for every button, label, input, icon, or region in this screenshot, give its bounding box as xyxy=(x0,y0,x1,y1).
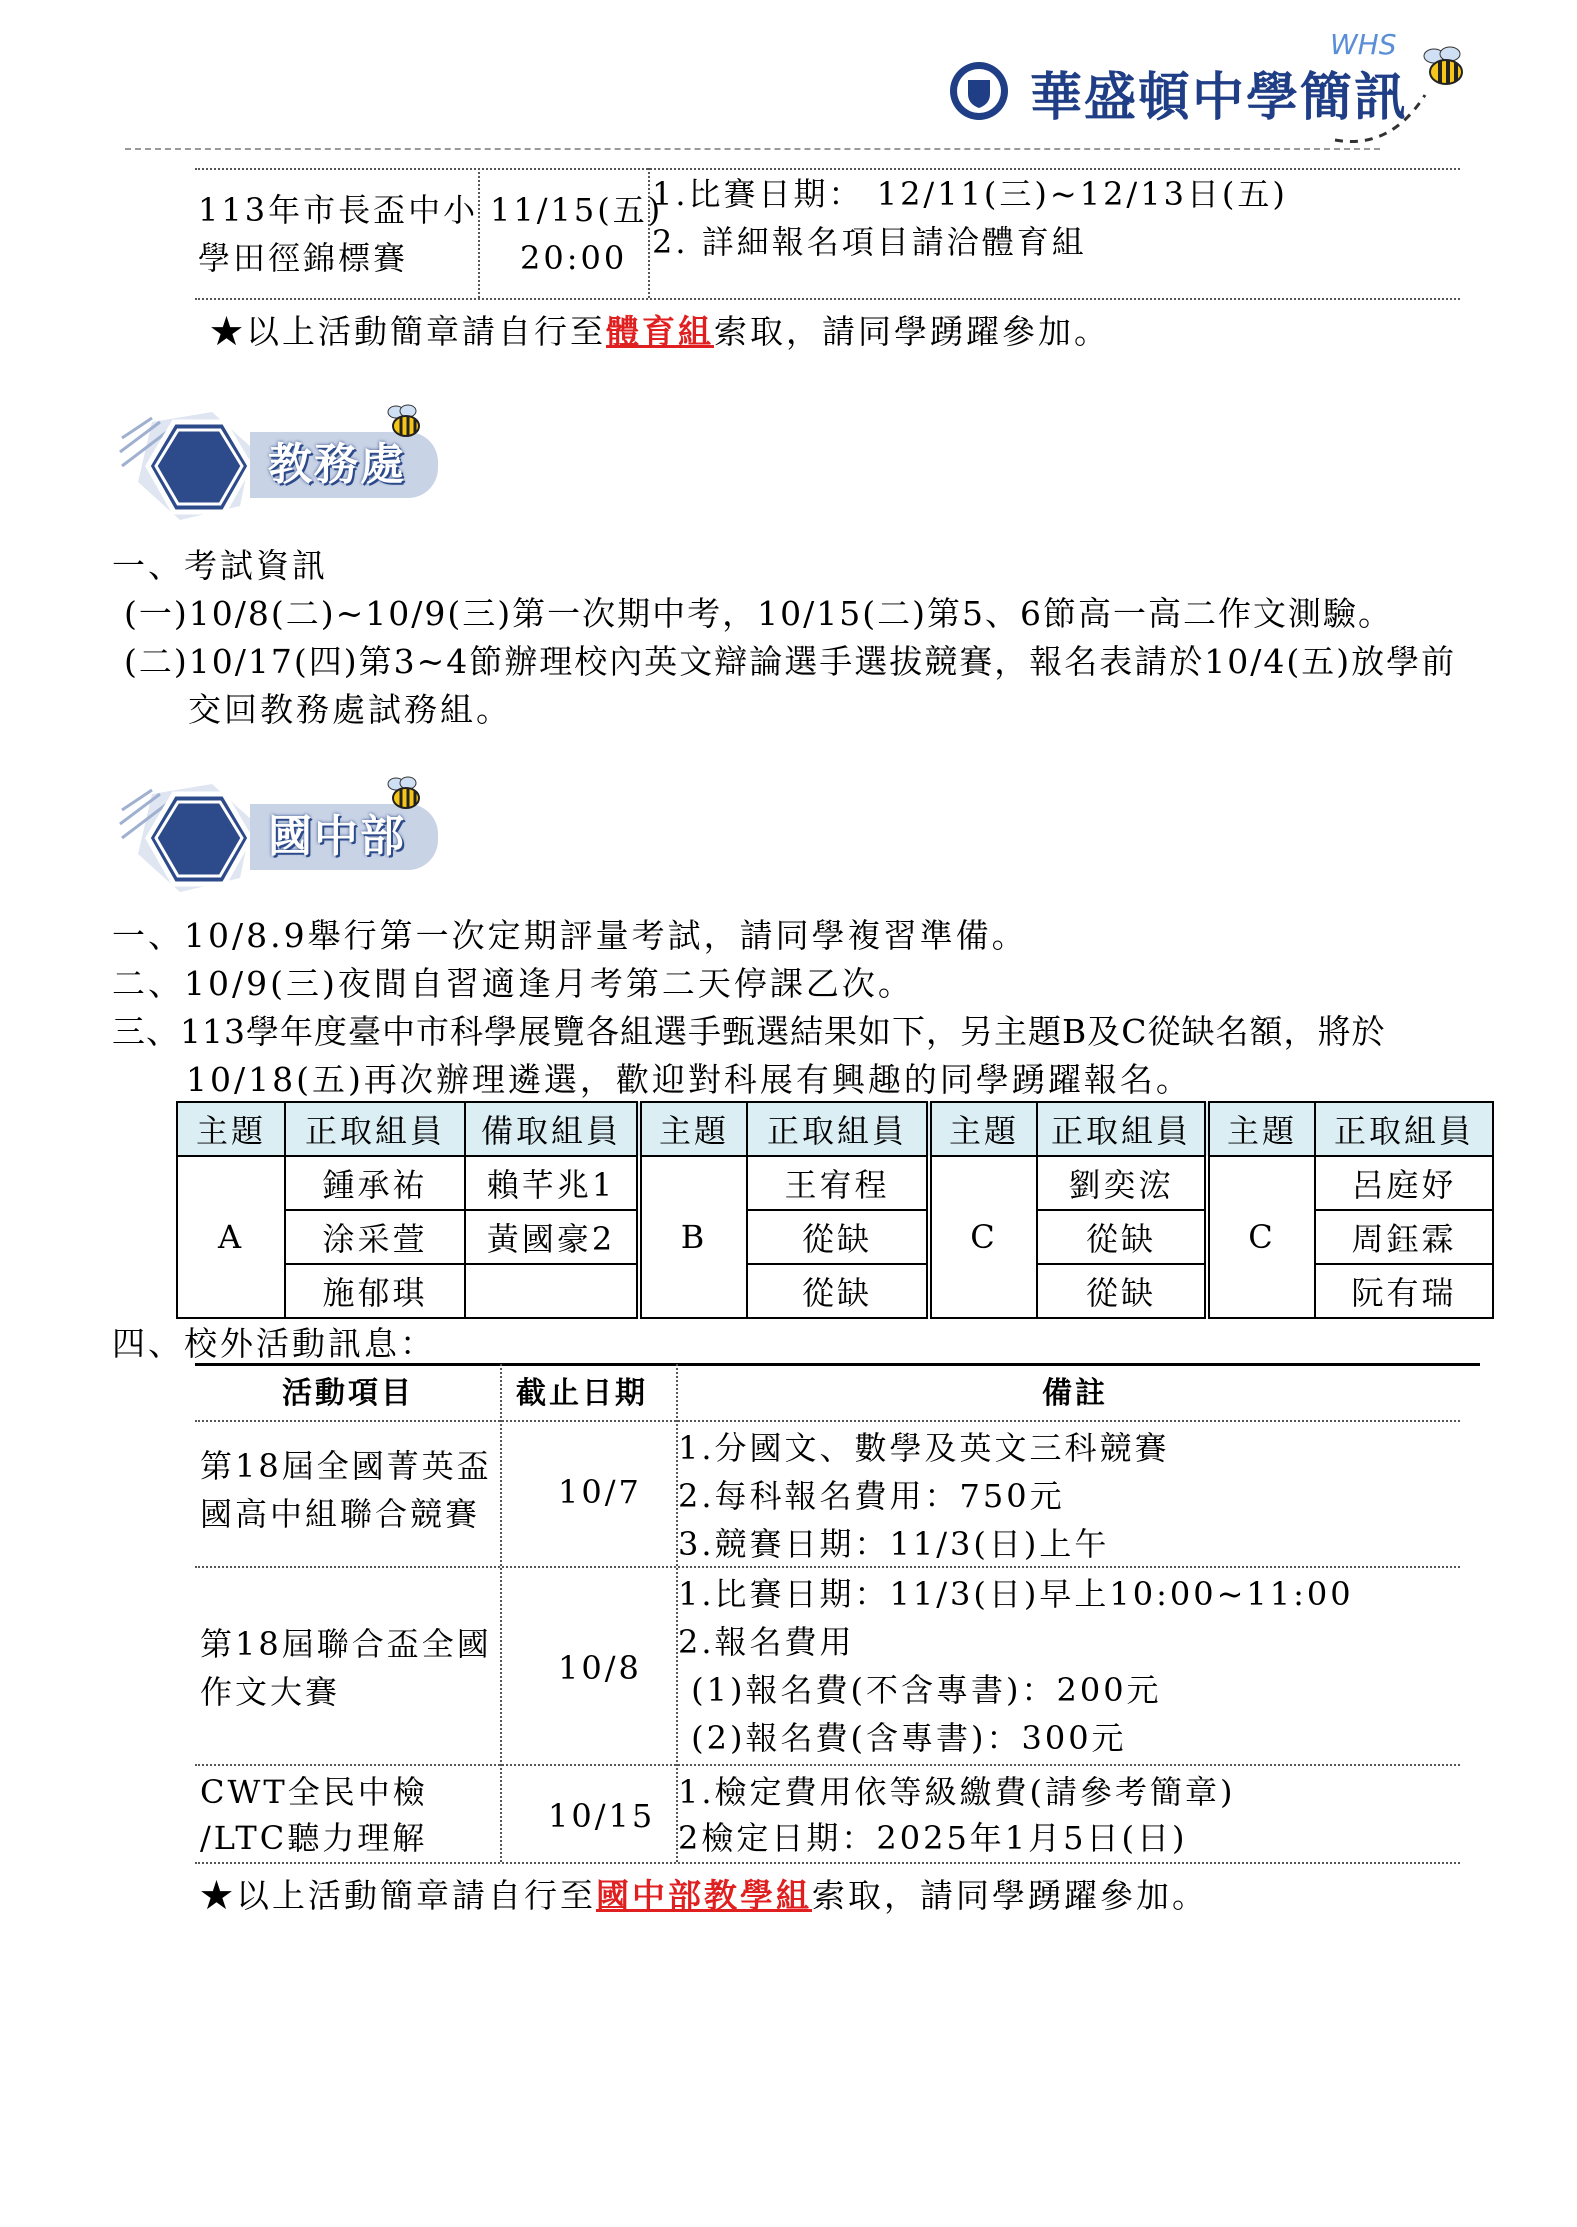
activity-header-note: 備註 xyxy=(1042,1376,1108,1411)
activity-row-3-note-1: 1.檢定費用依等級繳費(請參考簡章) xyxy=(678,1773,1236,1811)
table-rule xyxy=(195,1862,1460,1864)
activity-row-3-deadline: 10/15 xyxy=(548,1797,656,1835)
school-logo xyxy=(948,60,1010,122)
table-row: 涂采萱 黃國豪2 從缺 從缺 周鈺霖 xyxy=(177,1210,1493,1264)
table-rule xyxy=(500,1364,502,1862)
activity-row-2-note-3: (1)報名費(不含專書)：200元 xyxy=(678,1671,1162,1709)
activity-row-3-note-2: 2檢定日期：2025年1月5日(日) xyxy=(678,1819,1188,1857)
junior-item-2: 二、10/9(三)夜間自習適逢月考第二天停課乙次。 xyxy=(112,964,914,1003)
bee-trail xyxy=(1330,80,1440,150)
activity-row-1-item: 第18屆全國菁英盃 xyxy=(200,1447,492,1485)
junior-item-3-cont: 10/18(五)再次辦理遴選，歡迎對科展有興趣的同學踴躍報名。 xyxy=(186,1060,1192,1099)
table-rule xyxy=(195,298,1460,300)
header-divider xyxy=(125,148,1380,150)
activity-header-item: 活動項目 xyxy=(282,1376,414,1411)
table-rule xyxy=(478,168,480,298)
activity-row-1-note-1: 1.分國文、數學及英文三科競賽 xyxy=(678,1429,1170,1467)
table-header-row: 主題 正取組員 備取組員 主題 正取組員 主題 正取組員 主題 正取組員 xyxy=(177,1102,1493,1156)
exam-info-item-2: (二)10/17(四)第3~4節辦理校內英文辯論選手選拔競賽，報名表請於10/4(五)放學前 xyxy=(124,642,1457,681)
sports-deadline-2: 20:00 xyxy=(520,239,628,277)
activity-row-1-note-2: 2.每科報名費用：750元 xyxy=(678,1477,1065,1515)
section-badge-academic xyxy=(112,408,442,528)
junior-item-1: 一、10/8.9舉行第一次定期評量考試，請同學複習準備。 xyxy=(112,916,1028,955)
activity-row-1-item-2: 國高中組聯合競賽 xyxy=(200,1495,481,1533)
section-title-junior: 國中部 xyxy=(250,804,438,870)
junior-item-4: 四、校外活動訊息： xyxy=(112,1324,436,1363)
activity-row-1-note-3: 3.競賽日期：11/3(日)上午 xyxy=(678,1525,1110,1563)
activity-row-2-item: 第18屆聯合盃全國 xyxy=(200,1625,492,1663)
sports-event-name-2: 學田徑錦標賽 xyxy=(198,239,409,277)
table-row: A 鍾承祐 賴芊兆1 B 王宥程 C 劉奕浤 C 呂庭妤 xyxy=(177,1156,1493,1210)
sports-note-2: 2. 詳細報名項目請洽體育組 xyxy=(652,223,1087,261)
activity-row-2-deadline: 10/8 xyxy=(558,1649,642,1687)
junior-dept-highlight: 國中部教學組 xyxy=(596,1876,812,1915)
activity-row-3-item: CWT全民中檢 xyxy=(200,1773,428,1811)
activity-row-2-item-2: 作文大賽 xyxy=(200,1673,341,1711)
exam-info-heading: 一、考試資訊 xyxy=(112,546,328,585)
junior-notice: ★以上活動簡章請自行至國中部教學組索取，請同學踴躍參加。 xyxy=(200,1876,1208,1915)
sports-note-1: 1.比賽日期： 12/11(三)~12/13日(五) xyxy=(652,175,1288,213)
table-row: 施郁琪 從缺 從缺 阮有瑞 xyxy=(177,1264,1493,1318)
sports-notice: ★以上活動簡章請自行至體育組索取，請同學踴躍參加。 xyxy=(210,312,1110,351)
bee-icon xyxy=(384,774,428,814)
newsletter-title: 華盛頓中學簡訊 xyxy=(1030,68,1409,128)
table-top-rule xyxy=(195,1363,1480,1366)
activity-row-2-note-2: 2.報名費用 xyxy=(678,1623,855,1661)
bee-icon xyxy=(384,402,428,442)
sports-event-name-1: 113年市長盃中小 xyxy=(198,191,479,229)
activity-row-2-note-4: (2)報名費(含專書)：300元 xyxy=(678,1719,1127,1757)
activity-row-3-item-2: /LTC聽力理解 xyxy=(200,1819,428,1857)
activity-row-1-deadline: 10/7 xyxy=(558,1473,642,1511)
sports-deadline-1: 11/15(五) xyxy=(490,191,664,229)
exam-info-item-1: (一)10/8(二)~10/9(三)第一次期中考，10/15(二)第5、6節高一高二作文測驗。 xyxy=(124,594,1393,633)
activity-header-deadline: 截止日期 xyxy=(516,1376,648,1411)
table-rule xyxy=(195,1764,1460,1766)
activity-row-2-note-1: 1.比賽日期：11/3(日)早上10:00~11:00 xyxy=(678,1575,1354,1613)
sports-dept-highlight: 體育組 xyxy=(606,312,714,351)
junior-item-3: 三、113學年度臺中市科學展覽各組選手甄選結果如下，另主題B及C從缺名額，將於 xyxy=(112,1012,1386,1051)
table-rule xyxy=(195,1420,1460,1422)
whs-logo-text: WHS xyxy=(1330,28,1397,61)
section-badge-junior xyxy=(112,780,442,900)
section-title-academic: 教務處 xyxy=(250,432,438,498)
science-fair-table xyxy=(176,1101,1494,1319)
exam-info-item-2-cont: 交回教務處試務組。 xyxy=(188,690,512,729)
